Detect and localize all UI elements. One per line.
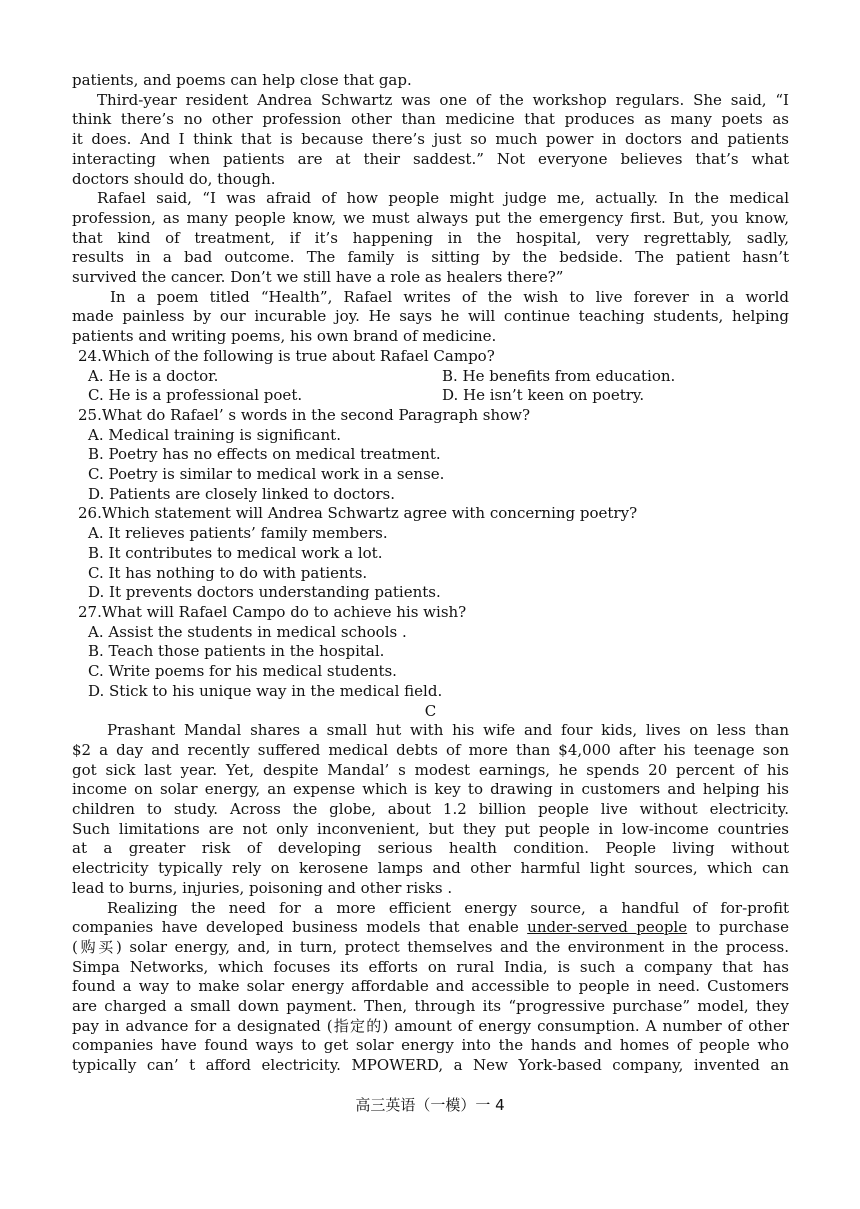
option-a: A. Assist the students in medical schools . xyxy=(88,622,407,641)
paragraph-line: Third-year resident Andrea Schwartz was one of the workshop regulars. She said, “I xyxy=(97,90,789,109)
paragraph-line: survived the cancer. Don’t we still have a role as healers there?” xyxy=(72,268,564,287)
option-b: B. He benefits from education. xyxy=(442,366,676,385)
paragraph-line: children to study. Across the globe, about 1.2 billion people live without electricity. xyxy=(72,800,789,819)
paragraph-line: made painless by our incurable joy. He says he will continue teaching students, helping xyxy=(72,307,789,326)
paragraph-line: profession, as many people know, we must always put the emergency first. But, you know, xyxy=(72,208,789,227)
page-footer: 高三英语（一模）一 4 xyxy=(355,1096,505,1114)
text-run: companies have developed business models that enable xyxy=(72,918,528,937)
option-d: D. He isn’t keen on poetry. xyxy=(442,386,645,405)
paragraph-line: found a way to make solar energy affordable and accessible to people in need. Customers xyxy=(72,977,789,996)
paragraph-line: Simpa Networks, which focuses its efforts on rural India, is such a company that has xyxy=(72,957,789,976)
option-d: D. Stick to his unique way in the medical field. xyxy=(88,681,443,700)
text-line: patients, and poems can help close that gap. xyxy=(72,71,412,89)
option-c: C. It has nothing to do with patients. xyxy=(88,563,368,582)
question-26-stem: 26.Which statement will Andrea Schwartz agree with concerning poetry? xyxy=(78,504,638,523)
paragraph-line: think there’s no other profession other than medicine that produces as many poets as xyxy=(72,110,789,129)
paragraph-line: Rafael said, “I was afraid of how people might judge me, actually. In the medical xyxy=(97,189,789,208)
option-c: C. Poetry is similar to medical work in a sense. xyxy=(88,465,445,484)
option-a: A. Medical training is significant. xyxy=(88,425,341,444)
paragraph-line: got sick last year. Yet, despite Mandal’ s modest earnings, he spends 20 percent of his xyxy=(72,760,789,779)
underlined-phrase: under-served people xyxy=(527,918,688,937)
paragraph-line: pay in advance for a designated (指定的) amount of energy consumption. A number of other xyxy=(72,1016,789,1035)
option-a: A. He is a doctor. xyxy=(88,366,219,385)
section-heading: C xyxy=(424,701,437,720)
paragraph-line: interacting when patients are at their saddest.” Not everyone believes that’s what xyxy=(72,149,789,168)
paragraph-line xyxy=(72,918,789,938)
question-24-options-row2 xyxy=(72,386,789,406)
question-24-stem: 24.Which of the following is true about Rafael Campo? xyxy=(78,346,495,365)
paragraph-line: it does. And I think that is because there’s just so much power in doctors and patients xyxy=(72,130,789,149)
option-d: D. It prevents doctors understanding patients. xyxy=(88,583,441,602)
paragraph-line: Realizing the need for a more efficient energy source, a handful of for-profit xyxy=(107,898,789,917)
paragraph-line: (购买) solar energy, and, in turn, protect themselves and the environment in the process. xyxy=(72,937,789,956)
paragraph-line: lead to burns, injuries, poisoning and other risks . xyxy=(72,878,453,897)
paragraph-line: typically can’ t afford electricity. MPOWERD, a New York-based company, invented an xyxy=(72,1056,789,1075)
option-b: B. Poetry has no effects on medical treatment. xyxy=(88,445,441,464)
paragraph-line: are charged a small down payment. Then, through its “progressive purchase” model, they xyxy=(72,997,789,1016)
question-24-options-row1 xyxy=(72,367,789,387)
paragraph-line: that kind of treatment, if it’s happening in the hospital, very regrettably, sadly, xyxy=(72,228,789,247)
paragraph-line: Prashant Mandal shares a small hut with his wife and four kids, lives on less than xyxy=(107,721,789,740)
paragraph-line: In a poem titled “Health”, Rafael writes of the wish to live forever in a world xyxy=(110,287,789,306)
question-25-stem: 25.What do Rafael’ s words in the second Paragraph show? xyxy=(78,405,531,424)
option-b: B. It contributes to medical work a lot. xyxy=(88,543,383,562)
paragraph-line: at a greater risk of developing serious health condition. People living without xyxy=(72,839,789,858)
exam-page xyxy=(72,71,789,1076)
paragraph-line: companies have found ways to get solar energy into the hands and homes of people who xyxy=(72,1036,789,1055)
option-c: C. He is a professional poet. xyxy=(88,386,303,405)
option-a: A. It relieves patients’ family members. xyxy=(88,524,388,543)
paragraph-line: doctors should do, though. xyxy=(72,169,276,188)
paragraph-line: $2 a day and recently suffered medical debts of more than $4,000 after his teenage son xyxy=(72,740,789,759)
option-d: D. Patients are closely linked to doctors. xyxy=(88,484,395,503)
option-b: B. Teach those patients in the hospital. xyxy=(88,642,385,661)
text-run: to purchase xyxy=(687,918,789,937)
question-27-stem: 27.What will Rafael Campo do to achieve his wish? xyxy=(78,602,467,621)
paragraph-line: results in a bad outcome. The family is sitting by the bedside. The patient hasn’t xyxy=(72,248,789,267)
paragraph-line: patients and writing poems, his own brand of medicine. xyxy=(72,327,497,346)
paragraph-line: income on solar energy, an expense which is key to drawing in customers and helping his xyxy=(72,780,789,799)
paragraph-line: Such limitations are not only inconvenient, but they put people in low-income countries xyxy=(72,819,789,838)
option-c: C. Write poems for his medical students. xyxy=(88,662,397,681)
paragraph-line: electricity typically rely on kerosene lamps and other harmful light sources, which can xyxy=(72,859,789,878)
